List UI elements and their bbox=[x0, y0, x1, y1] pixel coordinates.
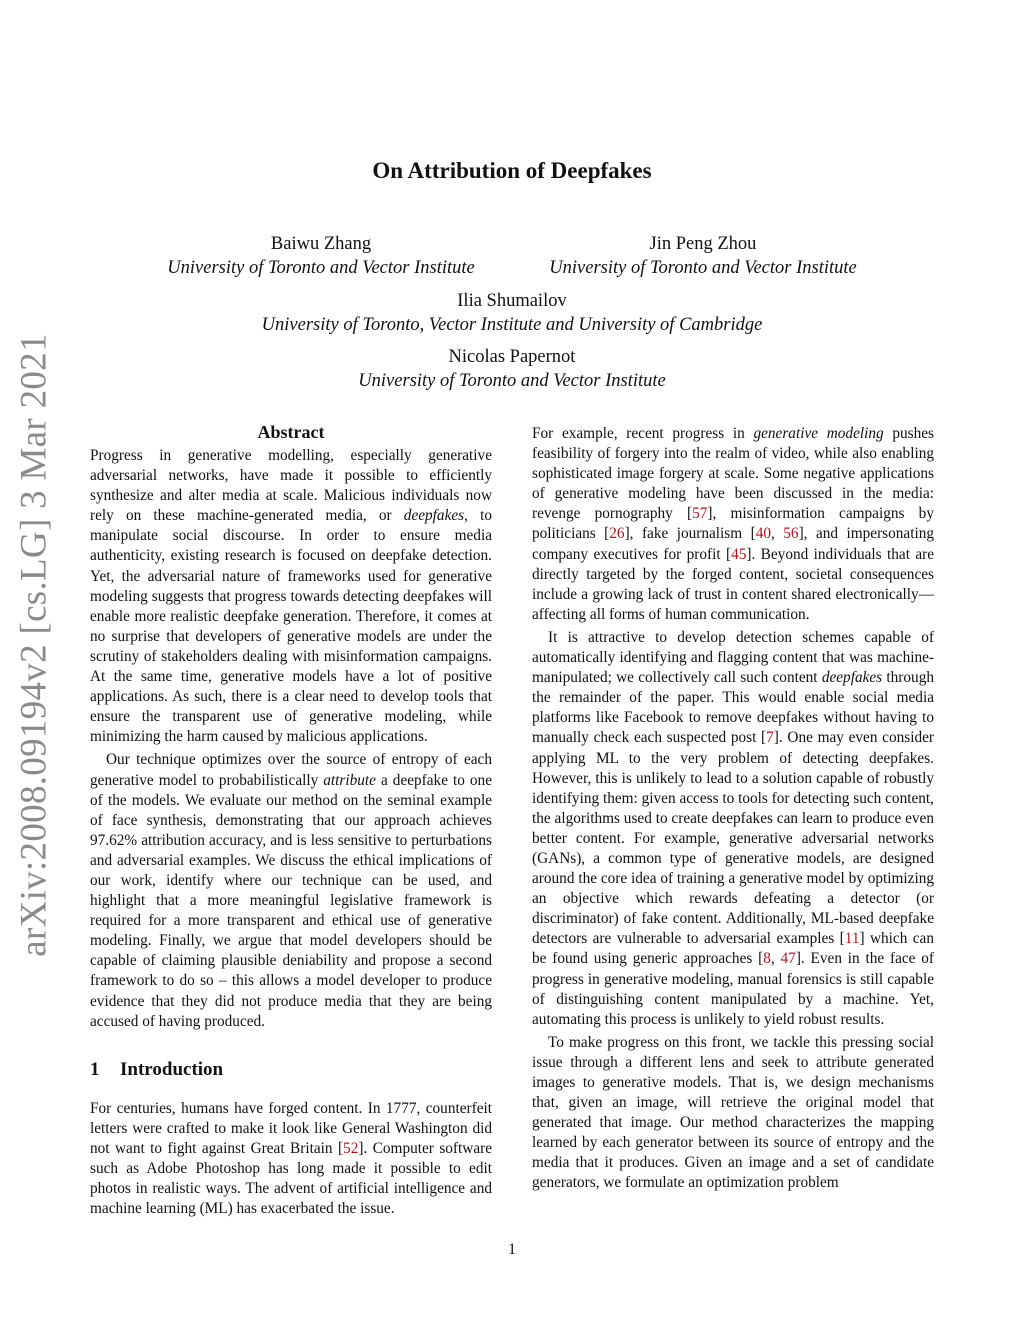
citation-link[interactable]: 11 bbox=[844, 930, 860, 948]
citation-link[interactable]: 57 bbox=[692, 505, 708, 523]
body-paragraph: To make progress on this front, we tackle this pressing social issue through a different lens and seek to attribute generated images to generative models. That is, we design mechanisms that, given an image, will retrieve the original model that generated that image. Our method characterizes the mapping learned by each generator between its source of entropy and the media that it produces. Given an image and a set of candidate generators, we formulate an optimization problem bbox=[532, 1033, 934, 1192]
right-column bbox=[532, 424, 934, 1194]
author-affiliation: University of Toronto and Vector Institute bbox=[358, 371, 666, 391]
abstract-paragraph: Our technique optimizes over the source of entropy of each generative model to probabilistically attribute a deepfake to one of the models. We evaluate our method on the seminal example of face synthesis, demonstrating that our approach achieves 97.62% attribution accuracy, and is less sensitive to perturbations and adversarial examples. We discuss the ethical implications of our work, identify where our technique can be used, and highlight that a more meaningful legislative framework is required for a more transparent and ethical use of generative modeling. Finally, we argue that model developers should be capable of claiming plausible deniability and propose a second framework to do so – this allows a model developer to produce evidence that they did not produce media that they are being accused of having produced. bbox=[90, 751, 492, 1030]
author-affiliation: University of Toronto and Vector Institute bbox=[549, 258, 857, 278]
intro-paragraph: For centuries, humans have forged content. In 1777, counterfeit letters were crafted to make it look like General Washington did not want to fight against Great Britain [52]. Computer software such as Adobe Photoshop has long made it possible to edit photos in realistic ways. The advent of artificial intelligence and machine learning (ML) has exacerbated the issue. bbox=[90, 1099, 492, 1218]
citation-link[interactable]: 52 bbox=[343, 1139, 359, 1157]
author-name: Nicolas Papernot bbox=[448, 347, 576, 367]
section-heading-introduction: 1 Introduction bbox=[90, 1058, 224, 1080]
citation-link[interactable]: 45 bbox=[731, 545, 747, 563]
body-paragraph: It is attractive to develop detection schemes capable of automatically identifying and flagging content that was machine-manipulated; we collectively call such content deepfakes through the remainder of the paper. This would enable social media platforms like Facebook to remove deepfakes without having to manually check each suspected post [7]. One may even consider applying ML to the very problem of detecting deepfakes. However, this is unlikely to lead to a solution capable of robustly identifying them: given access to tools for detecting such content, the algorithms used to create deepfakes can learn to produce even better content. For example, generative adversarial networks (GANs), a common type of generative models, are designed around the core idea of training a generative model by optimizing an objective which rewards defeating a detector (or discriminator) of fake content. Additionally, ML-based deepfake detectors are vulnerable to adversarial examples [11] which can be found using generic approaches [8, 47]. Even in the face of progress in generative modeling, manual forensics is still capable of distinguishing content manipulated by a machine. Yet, automating this process is unlikely to yield robust results. bbox=[532, 628, 935, 1028]
body-paragraph: For example, recent progress in generative modeling pushes feasibility of forgery into the realm of video, while also enabling sophisticated image forgery at scale. Some negative applications of generative modeling have been discussed in the media: revenge pornography [57], misinformation campaigns by politicians [26], fake journalism [40, 56], and impersonating company executives for profit [45]. Beyond individuals that are directly targeted by the forged content, societal consequences include a growing lack of trust in content shared electronically—affecting all forms of human communication. bbox=[532, 425, 934, 623]
citation-link[interactable]: 26 bbox=[609, 525, 625, 543]
citation-link[interactable]: 40 bbox=[755, 525, 771, 543]
page-number: 1 bbox=[508, 1241, 516, 1258]
author-block bbox=[262, 345, 762, 393]
citation-link[interactable]: 56 bbox=[783, 525, 799, 543]
author-affiliation: University of Toronto, Vector Institute and University of Cambridge bbox=[261, 315, 763, 335]
left-column bbox=[90, 420, 492, 1219]
author-block bbox=[150, 232, 492, 280]
author-block bbox=[212, 289, 812, 337]
author-affiliation: University of Toronto and Vector Institute bbox=[167, 258, 475, 278]
abstract-heading: Abstract bbox=[257, 422, 325, 442]
paper-title: On Attribution of Deepfakes bbox=[372, 158, 652, 183]
author-name: Ilia Shumailov bbox=[457, 291, 567, 311]
citation-link[interactable]: 7 bbox=[766, 729, 774, 747]
author-block bbox=[532, 232, 874, 280]
abstract-paragraph: Progress in generative modelling, especially generative adversarial networks, have made it possible to efficiently synthesize and alter media at scale. Malicious individuals now rely on these machine-generated media, or deepfakes, to manipulate social discourse. In order to ensure media authenticity, existing research is focused on deepfake detection. Yet, the adversarial nature of frameworks used for generative modeling suggests that progress towards detecting deepfakes will enable more realistic deepfake generation. Therefore, it comes at no surprise that developers of generative models are under the scrutiny of stakeholders dealing with misinformation campaigns. At the same time, generative models have a lot of positive applications. As such, there is a clear need to develop tools that ensure the transparent use of generative modeling, while minimizing the harm caused by malicious applications. bbox=[90, 447, 492, 746]
arxiv-id: arXiv:2008.09194v2 [cs.LG] 3 Mar 2021 bbox=[13, 333, 55, 957]
author-name: Baiwu Zhang bbox=[270, 234, 372, 254]
citation-link[interactable]: 8 bbox=[763, 950, 771, 968]
citation-link[interactable]: 47 bbox=[780, 950, 796, 968]
author-name: Jin Peng Zhou bbox=[649, 234, 757, 254]
